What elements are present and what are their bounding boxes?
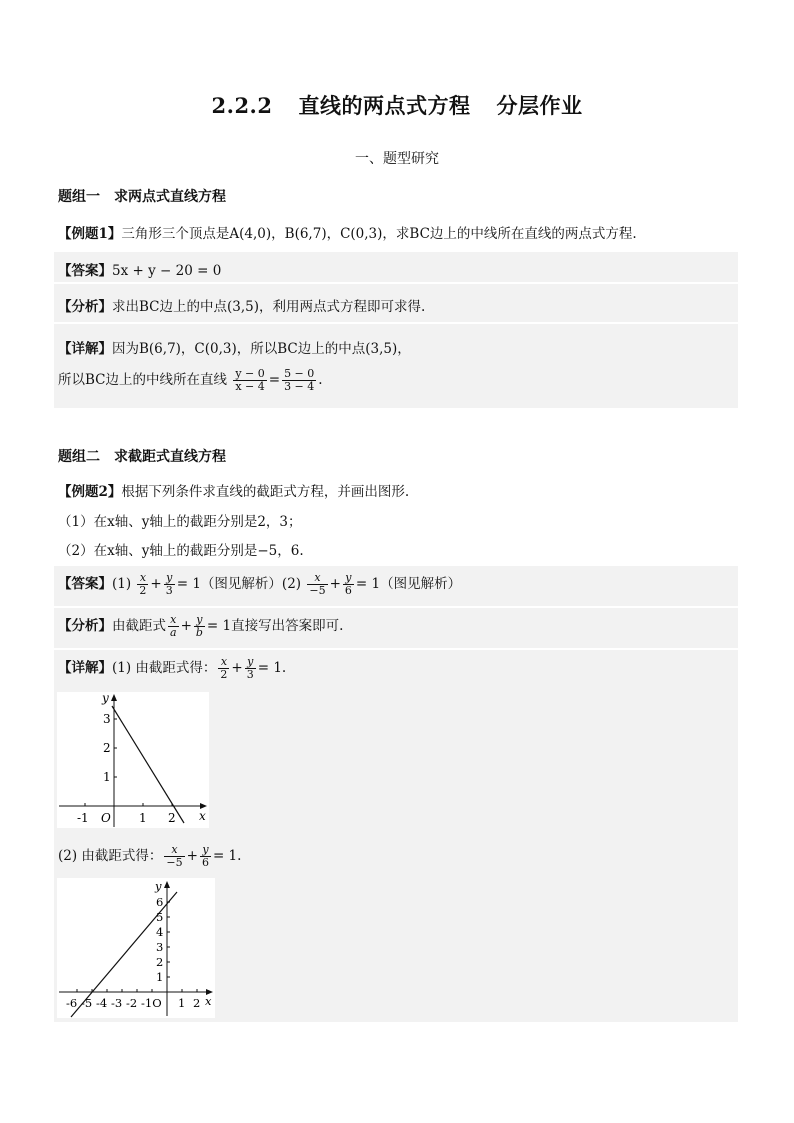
group2-heading: 题组二 求截距式直线方程 (58, 449, 226, 465)
graph1-x-label: x (199, 809, 206, 823)
graph2-ytick: 2 (156, 955, 164, 969)
detail1-text2: 所以BC边上的中线所在直线 (58, 372, 228, 388)
detail1-tag: 【详解】 (58, 341, 112, 357)
example1-text: 三角形三个顶点是A(4,0)，B(6,7)，C(0,3)，求BC边上的中线所在直线的两点式方程. (121, 226, 637, 242)
graph1-xtick-1: 1 (139, 811, 147, 825)
fraction-y-over-x: $\frac{y - 0}{x - 4}$ (235, 367, 265, 393)
graph1-y-arrow (111, 694, 117, 701)
graph1-ytick-1: 1 (103, 770, 111, 784)
analysis1-tag: 【分析】 (58, 299, 112, 315)
graph2-ytick: 4 (156, 925, 164, 939)
graph1-box (57, 692, 209, 828)
answer1 (58, 259, 221, 279)
graph2-xtick: -4 (96, 996, 108, 1010)
graph1-ytick-2: 2 (103, 741, 111, 755)
title-sub: 分层作业 (496, 93, 583, 118)
graph2-x-label: x (205, 994, 212, 1008)
analysis1 (58, 295, 425, 315)
graph2-ytick: 6 (156, 895, 164, 909)
example2 (58, 480, 409, 500)
section-heading: 一、题型研究 (355, 151, 439, 167)
graph1-xtick-2: 2 (168, 811, 176, 825)
graph2-xtick: -3 (111, 996, 123, 1010)
graph2 (57, 878, 215, 1018)
graph1 (57, 692, 209, 828)
detail2-tag: 【详解】 (58, 660, 112, 676)
graph1-line (112, 706, 184, 823)
example2-item1: （1）在x轴、y轴上的截距分别是2，3； (58, 514, 302, 530)
period: . (318, 372, 323, 388)
graph2-ytick: 1 (156, 970, 164, 984)
graph2-ytick: 5 (156, 910, 164, 924)
graph2-ytick: 3 (156, 940, 164, 954)
example2-text: 根据下列条件求直线的截距式方程，并画出图形. (121, 484, 410, 500)
analysis2-tag: 【分析】 (58, 618, 112, 634)
title-number: 2.2.2 (211, 93, 273, 118)
detail1-text: 因为B(6,7)，C(0,3)，所以BC边上的中点(3,5)， (112, 341, 411, 357)
page-title (0, 90, 794, 120)
example2-item2: （2）在x轴、y轴上的截距分别是−5，6. (58, 543, 304, 559)
example1-tag: 【例题1】 (58, 226, 122, 242)
graph2-box (57, 878, 215, 1018)
graph2-y-arrow (164, 881, 170, 888)
example1 (58, 222, 637, 242)
graph1-origin: O (101, 811, 111, 825)
graph2-xtick: -1O (141, 996, 162, 1010)
graph1-ytick-3: 3 (103, 712, 111, 726)
analysis1-text: 求出BC边上的中点(3,5)，利用两点式方程即可求得. (112, 299, 426, 315)
equals-sign: = (268, 372, 281, 388)
graph2-xtick: -6 (66, 996, 78, 1010)
answer1-tag: 【答案】 (58, 263, 112, 279)
analysis2: 【分析】由截距式 $\frac{x}{a}$ + $\frac{y}{b}$ = 1直接写出答案即可. (58, 613, 344, 639)
detail1-line2 (58, 368, 323, 393)
title-main: 直线的两点式方程 (298, 93, 471, 118)
example2-tag: 【例题2】 (58, 484, 122, 500)
graph2-xtick: -5 (81, 996, 93, 1010)
fraction-slope: $\frac{5 - 0}{3 - 4}$ (284, 367, 315, 393)
graph2-y-label: y (155, 879, 162, 893)
detail1-line1 (58, 337, 411, 357)
graph1-y-label: y (102, 692, 109, 705)
detail2-line2: (2) 由截距式得： $\frac{x}{-5}$ + $\frac{y}{6}$ = 1. (58, 843, 242, 869)
answer2: 【答案】(1) $\frac{x}{2}$ + $\frac{y}{3}$ = 1（图见解析）(2) $\frac{x}{-5}$ + $\frac{y}{6}$ = 1（图见解析） (58, 571, 462, 597)
group1-heading: 题组一 求两点式直线方程 (58, 189, 226, 205)
graph2-xtick: 1 (178, 996, 186, 1010)
answer1-text: 5x + y − 20 = 0 (112, 263, 222, 279)
graph2-xtick: 2 (193, 996, 201, 1010)
detail2-line1: 【详解】(1) 由截距式得： $\frac{x}{2}$ + $\frac{y}{3}$ = 1. (58, 655, 287, 681)
graph2-xtick: -2 (126, 996, 138, 1010)
answer2-tag: 【答案】 (58, 576, 112, 592)
graph1-xtick-neg1: -1 (77, 811, 89, 825)
